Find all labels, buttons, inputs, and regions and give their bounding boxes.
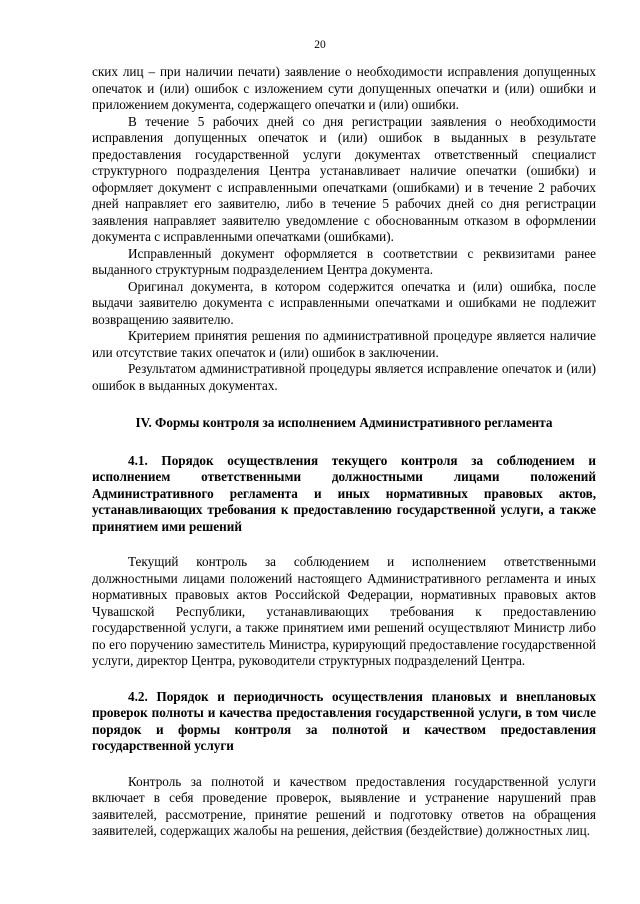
paragraph-application-continuation: ских лиц – при наличии печати) заявление о необходимости исправления допущенных опечаток и (или) ошибок с изложением сути допущенных опечатки и (или) ошибки и приложением документа, содержащего опечатки и (или) ошибки. (92, 64, 596, 112)
subsection-4-2-heading: 4.2. Порядок и периодичность осуществления плановых и внеплановых проверок полноты и качества предоставления государственной услуги, в том числе порядок и формы контроля за полнотой и качеством предоставления государственной услуги (92, 688, 596, 753)
paragraph-corrected-document: Исправленный документ оформляется в соответствии с реквизитами ранее выданного структурным подразделением Центра документа. (92, 245, 596, 277)
paragraph-procedure-result: Результатом административной процедуры является исправление опечаток и (или) ошибок в выданных документах. (92, 361, 596, 393)
document-body (92, 64, 596, 840)
paragraph-decision-criterion: Критерием принятия решения по административной процедуре является наличие или отсутствие таких опечаток и (или) ошибок в заключении. (92, 328, 596, 360)
subsection-4-1-heading: 4.1. Порядок осуществления текущего контроля за соблюдением и исполнением ответственными должностными лицами положений Административного регламента и иных нормативных правовых актов, устанавливающих требования к предоставлению государственной услуги, а также принятием ими решений (92, 452, 596, 534)
subsection-4-1-body: Текущий контроль за соблюдением и исполнением ответственными должностными лицами положений настоящего Административного регламента и иных нормативных правовых актов Российской Федерации, нормативных правовых актов Чувашской Республики, устанавливающих требования к предоставлению государственной услуги, а также принятием ими решений осуществляют Министр либо по его поручению заместитель Министра, курирующий предоставление государственной услуги, директор Центра, руководители структурных подразделений Центра. (92, 554, 596, 668)
page-number: 20 (314, 39, 326, 51)
paragraph-original-document: Оригинал документа, в котором содержится опечатка и (или) ошибка, после выдачи заявителю документа с исправленными опечатками и ошибками не подлежит возвращению заявителю. (92, 278, 596, 327)
paragraph-correction-deadline: В течение 5 рабочих дней со дня регистрации заявления о необходимости исправления допущенных опечаток и (или) ошибок в выданных в результате предоставления государственной услуги документах ответственный специалист структурного подразделения Центра устанавливает наличие опечатки (ошибки) и оформляет документ с исправленными опечатками (ошибками) и в течение 2 рабочих дней направляет его заявителю, либо в течение 5 рабочих дней со дня регистрации заявления направляет заявителю уведомление с обоснованным отказом в оформлении документа с исправленными опечатками (ошибками). (92, 113, 596, 244)
section-title: IV. Формы контроля за исполнением Административного регламента (135, 415, 553, 430)
subsection-4-2-body: Контроль за полнотой и качеством предоставления государственной услуги включает в себя проведение проверок, выявление и устранение нарушений прав заявителей, рассмотрение, принятие решений и подготовку ответов на обращения заявителей, содержащих жалобы на решения, действия (бездействие) должностных лиц. (92, 773, 596, 838)
